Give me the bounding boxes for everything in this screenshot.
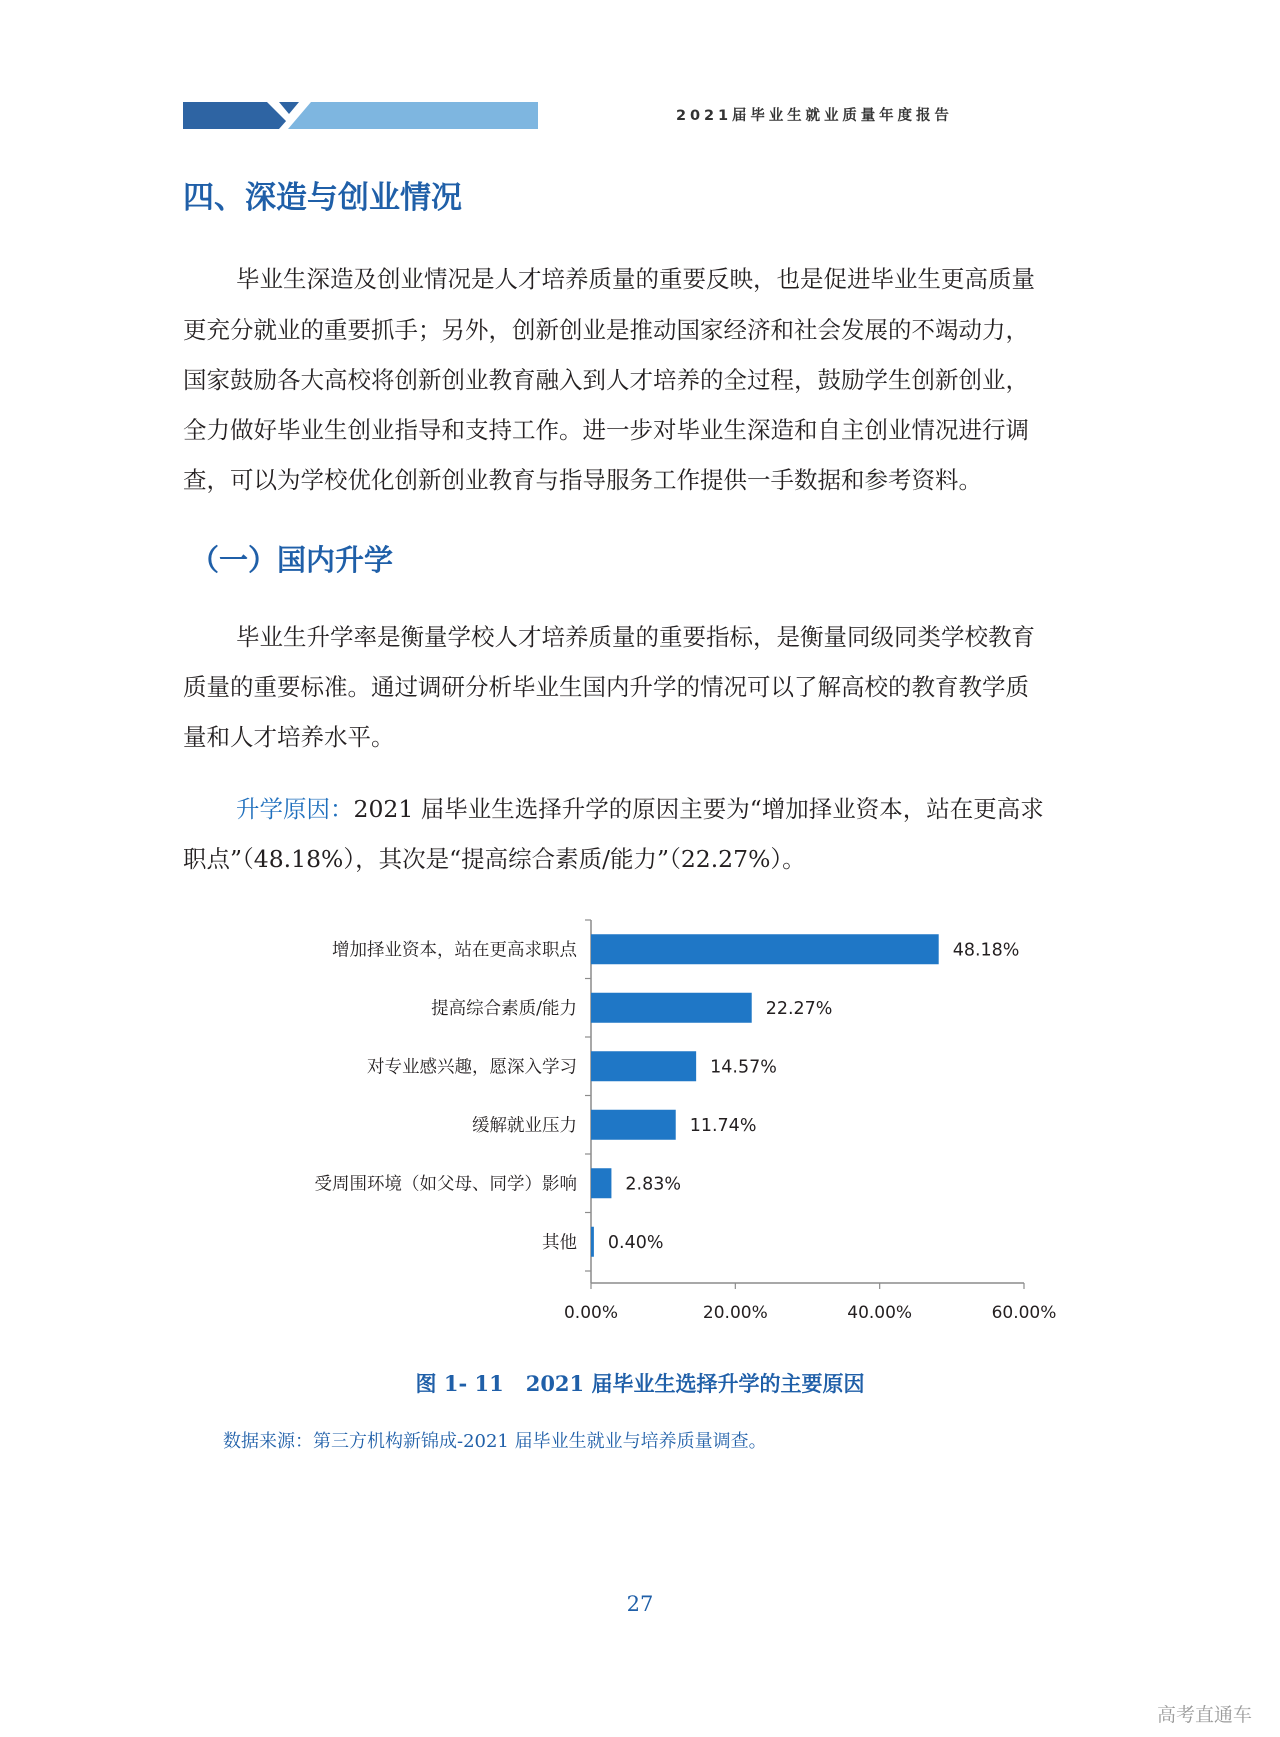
figure-caption-text: 2021 届毕业生选择升学的主要原因 xyxy=(525,1371,865,1396)
paragraph-line: 毕业生升学率是衡量学校人才培养质量的重要指标，是衡量同级同类学校教育 xyxy=(236,623,1035,651)
watermark-text: 高考直通车 xyxy=(1156,1704,1252,1726)
x-tick-label: 40.00% xyxy=(847,1303,913,1320)
paragraph-line xyxy=(236,794,1161,824)
value-label: 22.27% xyxy=(765,998,833,1019)
category-label: 增加择业资本，站在更高求职点 xyxy=(332,940,577,961)
category-label: 其他 xyxy=(542,1232,577,1253)
x-tick-label: 20.00% xyxy=(702,1303,768,1320)
value-label: 2.83% xyxy=(625,1174,682,1195)
section-heading: 四、深造与创业情况 xyxy=(183,180,462,216)
x-tick-label: 0.00% xyxy=(563,1303,619,1320)
chart-canvas xyxy=(0,900,1280,1320)
data-source-note: 数据来源：第三方机构新锦成-2021 届毕业生就业与培养质量调查。 xyxy=(223,1431,767,1452)
bar xyxy=(591,934,939,964)
bar xyxy=(591,1110,676,1140)
value-label: 14.57% xyxy=(710,1057,777,1078)
bar xyxy=(591,1227,594,1257)
category-label: 对专业感兴趣，愿深入学习 xyxy=(367,1057,577,1078)
value-label: 0.40% xyxy=(607,1232,664,1253)
reason-lead: 升学原因： xyxy=(236,795,354,823)
header-logo-bar xyxy=(183,102,538,129)
value-label: 48.18% xyxy=(952,940,1020,961)
paragraph-line: 全力做好毕业生创业指导和支持工作。进一步对毕业生深造和自主创业情况进行调 xyxy=(183,416,1029,444)
category-label: 缓解就业压力 xyxy=(472,1115,577,1136)
figure-caption xyxy=(0,1368,1280,1398)
paragraph-line: 职点”（48.18%），其次是“提高综合素质/能力”（22.27%）。 xyxy=(183,845,806,873)
page-number: 27 xyxy=(626,1592,654,1616)
paragraph-line: 国家鼓励各大高校将创新创业教育融入到人才培养的全过程，鼓励学生创新创业， xyxy=(183,366,1029,394)
figure-caption-label: 图 1- 11 xyxy=(415,1371,504,1396)
reason-text: 2021 届毕业生选择升学的原因主要为“增加择业资本，站在更高求 xyxy=(353,795,1044,823)
paragraph-line: 量和人才培养水平。 xyxy=(183,723,395,751)
paragraph-line: 毕业生深造及创业情况是人才培养质量的重要反映，也是促进毕业生更高质量 xyxy=(236,265,1035,293)
category-label: 提高综合素质/能力 xyxy=(431,998,577,1019)
category-label: 受周围环境（如父母、同学）影响 xyxy=(314,1174,577,1195)
paragraph-line: 更充分就业的重要抓手；另外，创新创业是推动国家经济和社会发展的不竭动力， xyxy=(183,316,1029,344)
bar xyxy=(591,1168,611,1198)
subsection-heading: （一）国内升学 xyxy=(190,543,394,577)
report-header-title: 2021届毕业生就业质量年度报告 xyxy=(676,108,953,124)
value-label: 11.74% xyxy=(689,1115,757,1136)
x-tick-label: 60.00% xyxy=(991,1303,1057,1320)
bar xyxy=(591,1051,696,1081)
paragraph-line: 质量的重要标准。通过调研分析毕业生国内升学的情况可以了解高校的教育教学质 xyxy=(183,673,1029,701)
paragraph-line: 查，可以为学校优化创新创业教育与指导服务工作提供一手数据和参考资料。 xyxy=(183,466,982,494)
bar xyxy=(591,993,752,1023)
reasons-bar-chart xyxy=(0,900,1280,1320)
